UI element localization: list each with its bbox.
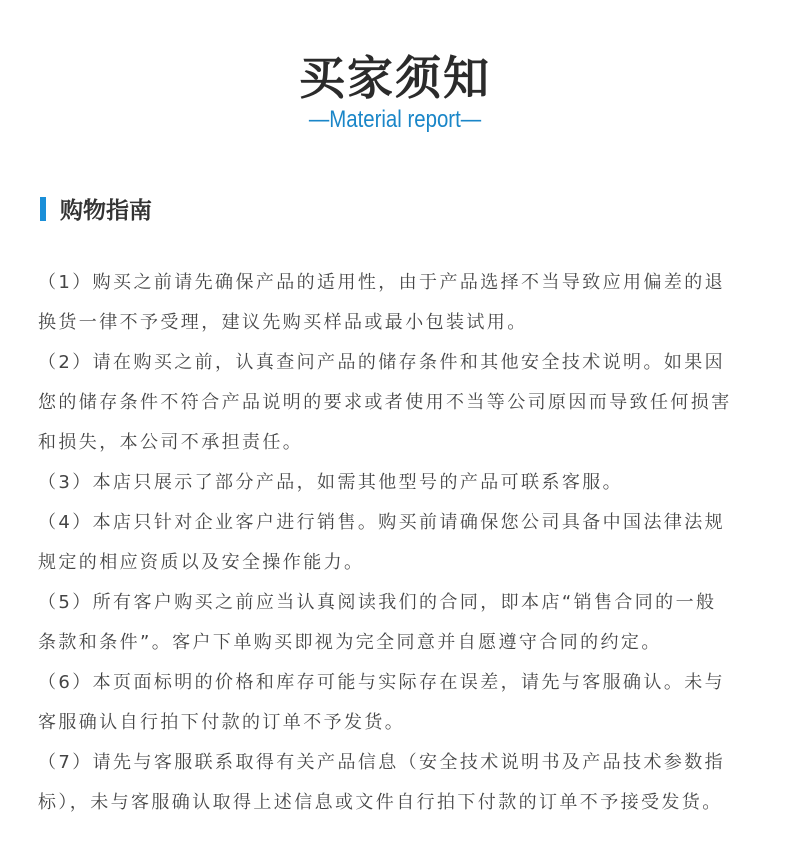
notice-line: 和损失，本公司不承担责任。: [38, 432, 304, 453]
notice-line: 标），未与客服确认取得上述信息或文件自行拍下付款的订单不予接受发货。: [38, 792, 723, 813]
notice-content: [38, 271, 758, 831]
notice-line: 换货一律不予受理，建议先购买样品或最小包装试用。: [38, 312, 528, 333]
notice-line: 规定的相应资质以及安全操作能力。: [38, 552, 365, 573]
notice-line: （5）所有客户购买之前应当认真阅读我们的合同，即本店“销售合同的一般: [38, 592, 717, 613]
notice-line: （6）本页面标明的价格和库存可能与实际存在误差，请先与客服确认。未与: [38, 672, 726, 693]
section-title: 购物指南: [60, 198, 152, 224]
notice-line: （1）购买之前请先确保产品的适用性，由于产品选择不当导致应用偏差的退: [38, 272, 726, 293]
section-header: [40, 192, 152, 225]
page-title: 买家须知: [299, 51, 491, 105]
section-accent-bar: [40, 197, 46, 221]
notice-line: （7）请先与客服联系取得有关产品信息（安全技术说明书及产品技术参数指: [38, 752, 726, 773]
page-subtitle: —Material report—: [308, 106, 482, 133]
notice-line: 您的储存条件不符合产品说明的要求或者使用不当等公司原因而导致任何损害: [38, 392, 732, 413]
notice-line: （3）本店只展示了部分产品，如需其他型号的产品可联系客服。: [38, 472, 624, 493]
notice-line: 客服确认自行拍下付款的订单不予发货。: [38, 712, 406, 733]
notice-line: （2）请在购买之前，认真查问产品的储存条件和其他安全技术说明。如果因: [38, 352, 726, 373]
notice-line: 条款和条件”。客户下单购买即视为完全同意并自愿遵守合同的约定。: [38, 632, 662, 653]
notice-line: （4）本店只针对企业客户进行销售。购买前请确保您公司具备中国法律法规: [38, 512, 726, 533]
